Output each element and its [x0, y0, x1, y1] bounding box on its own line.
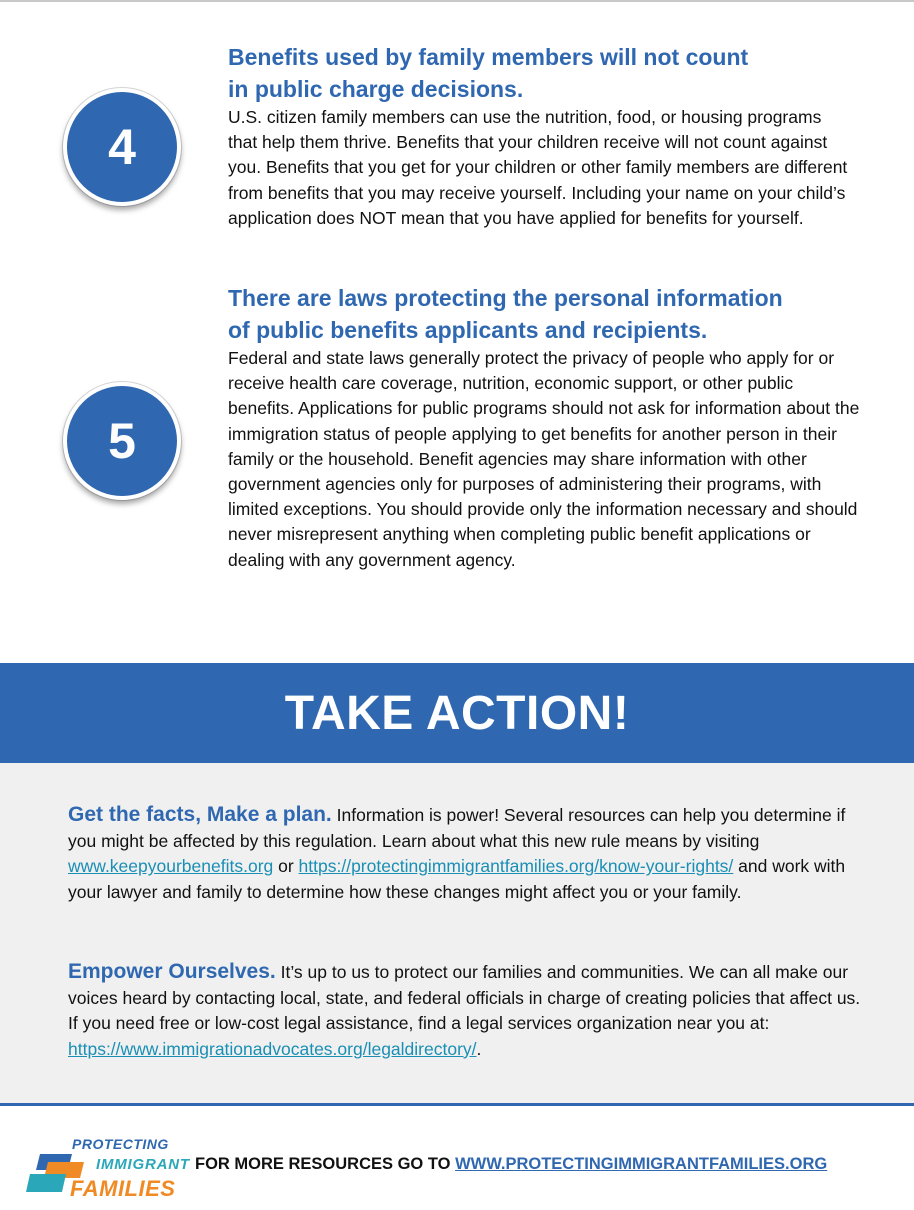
empower-text-2: .	[476, 1038, 482, 1059]
logo-word-immigrant: IMMIGRANT	[96, 1156, 190, 1173]
item-5-body: Federal and state laws generally protect the privacy of people who apply for or receive health care coverage, nutrition, economic support, or other public benefits. Applications for public programs should not ask for information about the immigration status of people applying to get benefits for another person in their family or the household. Benefit agencies may share information with other government agencies only for purposes of administering their programs, with limited exceptions. You should provide only the information necessary and should never misrepresent anything when completing public benefit applications or dealing with any government agency.	[228, 348, 860, 570]
number-badge-4: 4	[63, 88, 181, 206]
logo-word-protecting: PROTECTING	[72, 1136, 169, 1152]
item-5-heading-line2: of public benefits applicants and recipients.	[228, 317, 708, 343]
empower-lead: Empower Ourselves.	[68, 960, 276, 983]
facts-text-2: or	[273, 856, 299, 877]
item-4-heading-line1: Benefits used by family members will not count	[228, 44, 749, 70]
facts-text-1: Information is power! Several resources can help you determine if you might be affected by this regulation. Learn about what this new rule means by visiting	[68, 805, 846, 851]
facts-lead-punct: .	[325, 803, 332, 826]
footer-prefix: FOR MORE RESOURCES GO TO	[195, 1155, 456, 1173]
footer-resources	[195, 1155, 827, 1174]
top-rule	[0, 0, 914, 2]
facts-text-3: and work with your lawyer and family to determine how these changes might affect you or your family.	[68, 856, 846, 902]
footer-rule	[0, 1103, 914, 1106]
item-5-heading	[228, 282, 848, 346]
legal-directory-link[interactable]: https://www.immigrationadvocates.org/legaldirectory/	[68, 1038, 477, 1059]
empower-paragraph	[68, 959, 868, 1062]
banner-title: TAKE ACTION!	[284, 686, 630, 740]
keepyourbenefits-link[interactable]: www.keepyourbenefits.org	[68, 856, 274, 877]
action-panel	[0, 763, 914, 1103]
facts-paragraph	[68, 802, 868, 905]
item-4-body: U.S. citizen family members can use the nutrition, food, or housing programs that help them thrive. Benefits that your children receive will not count against you. Benefits that you get for your children or other family members are different from benefits that you may receive yourself. Including your name on your child’s application does NOT mean that you have applied for benefits for yourself.	[228, 107, 848, 228]
pif-logo	[26, 1136, 196, 1202]
number-badge-5: 5	[63, 382, 181, 500]
item-5-heading-line1: There are laws protecting the personal information	[228, 285, 783, 311]
know-your-rights-link[interactable]: https://protectingimmigrantfamilies.org/know-your-rights/	[298, 856, 734, 877]
take-action-banner	[0, 663, 914, 763]
facts-lead: Get the facts, Make a plan	[68, 803, 326, 826]
footer-website-link[interactable]: WWW.PROTECTINGIMMIGRANTFAMILIES.ORG	[455, 1155, 828, 1173]
logo-word-families: FAMILIES	[70, 1176, 176, 1201]
empower-text-1: It’s up to us to protect our families and communities. We can all make our voices heard by contacting local, state, and federal officials in charge of creating policies that affect us. If you need free or low-cost legal assistance, find a legal services organization near you at:	[68, 962, 861, 1034]
item-4-heading	[228, 41, 848, 105]
item-4-heading-line2: in public charge decisions.	[228, 76, 524, 102]
